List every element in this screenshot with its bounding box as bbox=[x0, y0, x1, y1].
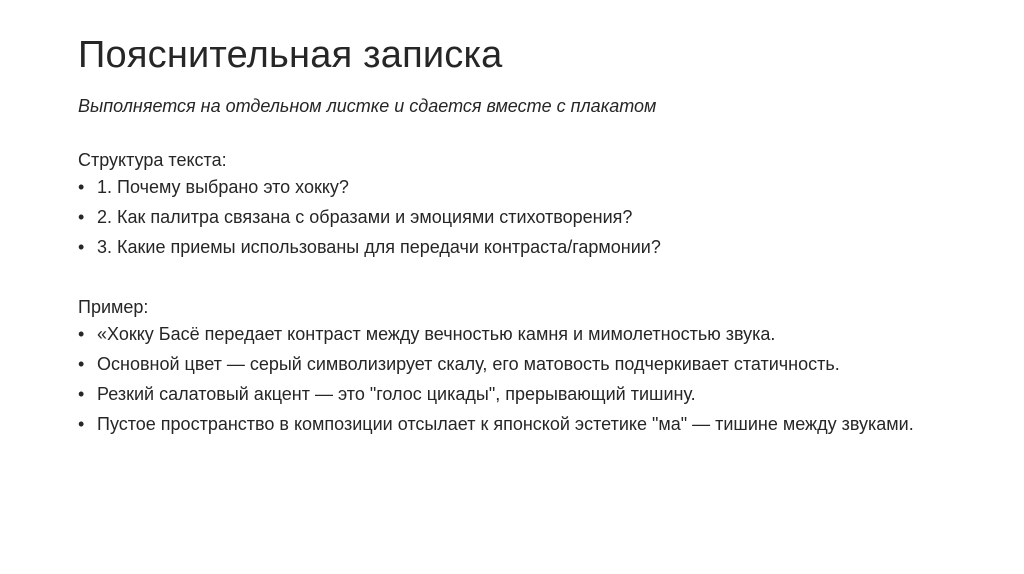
list-item bbox=[78, 207, 958, 228]
list-item bbox=[78, 324, 958, 345]
bullet-icon: • bbox=[78, 177, 85, 197]
slide-title: Пояснительная записка bbox=[78, 34, 503, 76]
list-item-text: Основной цвет — серый символизирует скалу, его матовость подчеркивает статичность. bbox=[97, 354, 840, 374]
slide-subtitle: Выполняется на отдельном листке и сдается вместе с плакатом bbox=[78, 96, 657, 116]
structure-heading: Структура текста: bbox=[78, 150, 227, 170]
list-item-text: Пустое пространство в композиции отсылает к японской эстетике "ма" — тишине между звуками. bbox=[97, 414, 914, 434]
list-item-text: 2. Как палитра связана с образами и эмоциями стихотворения? bbox=[97, 207, 633, 227]
bullet-icon: • bbox=[78, 324, 85, 344]
list-item bbox=[78, 177, 958, 198]
structure-list bbox=[78, 177, 958, 258]
example-section bbox=[78, 294, 958, 444]
example-heading: Пример: bbox=[78, 297, 149, 317]
list-item-text: 3. Какие приемы использованы для передачи контраста/гармонии? bbox=[97, 237, 661, 257]
list-item-text: 1. Почему выбрано это хокку? bbox=[97, 177, 349, 197]
list-item bbox=[78, 237, 958, 258]
list-item bbox=[78, 354, 958, 375]
bullet-icon: • bbox=[78, 414, 85, 434]
bullet-icon: • bbox=[78, 207, 85, 227]
example-list bbox=[78, 324, 958, 435]
list-item-text: Резкий салатовый акцент — это "голос цикады", прерывающий тишину. bbox=[97, 384, 696, 404]
bullet-icon: • bbox=[78, 354, 85, 374]
structure-section bbox=[78, 147, 958, 267]
list-item bbox=[78, 384, 958, 405]
bullet-icon: • bbox=[78, 384, 85, 404]
bullet-icon: • bbox=[78, 237, 85, 257]
list-item-text: «Хокку Басё передает контраст между вечностью камня и мимолетностью звука. bbox=[97, 324, 776, 344]
list-item bbox=[78, 414, 958, 435]
